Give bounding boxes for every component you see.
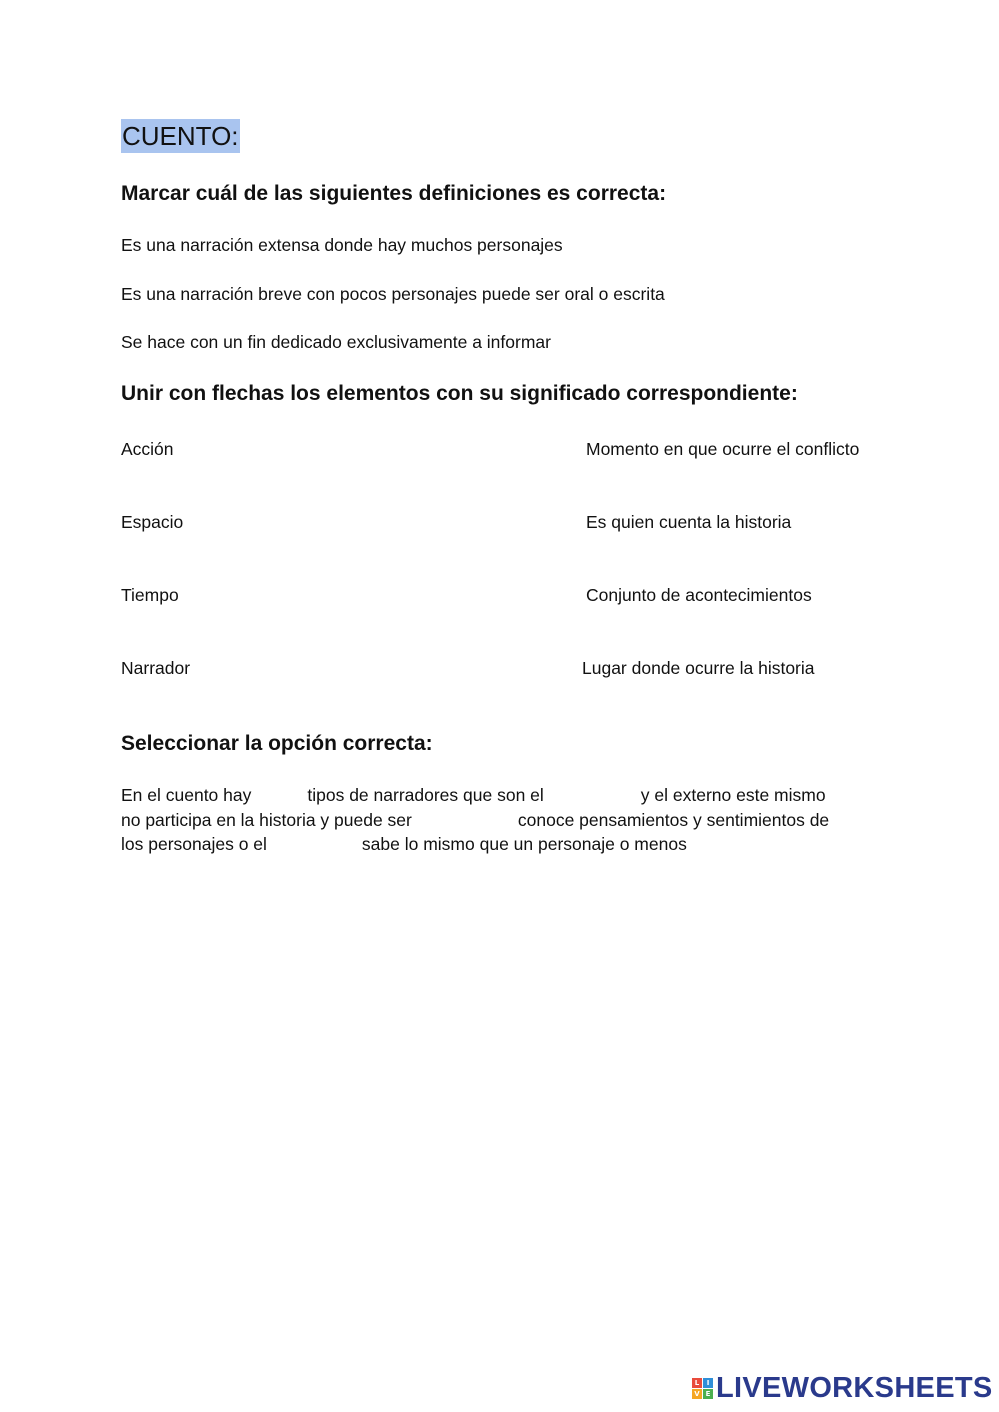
paragraph-line — [121, 832, 881, 857]
definition-option[interactable]: Es una narración breve con pocos personajes puede ser oral o escrita — [121, 284, 665, 304]
section2-heading: Unir con flechas los elementos con su significado correspondiente: — [121, 382, 798, 405]
paragraph-text: tipos de narradores que son el — [307, 785, 544, 805]
fill-in-paragraph — [121, 783, 881, 857]
paragraph-text: y el externo este mismo — [640, 785, 826, 805]
liveworksheets-logo — [692, 1372, 993, 1404]
paragraph-text: sabe lo mismo que un personaje o menos — [361, 834, 687, 854]
match-left-item[interactable]: Narrador — [121, 658, 191, 678]
paragraph-line — [121, 783, 881, 808]
definition-option[interactable]: Se hace con un fin dedicado exclusivamente a informar — [121, 332, 551, 352]
definition-option[interactable]: Es una narración extensa donde hay muchos personajes — [121, 235, 563, 255]
match-left-item[interactable]: Tiempo — [121, 585, 179, 605]
logo-mark-letter: V — [692, 1389, 702, 1399]
paragraph-text: En el cuento hay — [121, 785, 252, 805]
match-right-item[interactable]: Lugar donde ocurre la historia — [582, 658, 815, 678]
match-right-item[interactable]: Es quien cuenta la historia — [586, 512, 792, 532]
paragraph-text: los personajes o el — [121, 834, 267, 854]
match-left-item[interactable]: Acción — [121, 439, 174, 459]
worksheet-title: CUENTO: — [122, 121, 239, 151]
logo-mark-letter: I — [703, 1378, 713, 1388]
match-right-item[interactable]: Conjunto de acontecimientos — [586, 585, 812, 605]
section1-heading: Marcar cuál de las siguientes definiciones es correcta: — [121, 182, 667, 205]
paragraph-text: conoce pensamientos y sentimientos de — [517, 809, 830, 830]
paragraph-text: no participa en la historia y puede ser — [121, 809, 412, 830]
match-right-item[interactable]: Momento en que ocurre el conflicto — [586, 439, 860, 459]
liveworksheets-mark-icon — [692, 1378, 713, 1399]
logo-mark-letter: L — [692, 1378, 702, 1388]
logo-wordmark: LIVEWORKSHEETS — [716, 1372, 993, 1404]
paragraph-line — [121, 808, 881, 833]
match-left-item[interactable]: Espacio — [121, 512, 184, 532]
logo-mark-letter: E — [703, 1389, 713, 1399]
section3-heading: Seleccionar la opción correcta: — [121, 732, 433, 755]
